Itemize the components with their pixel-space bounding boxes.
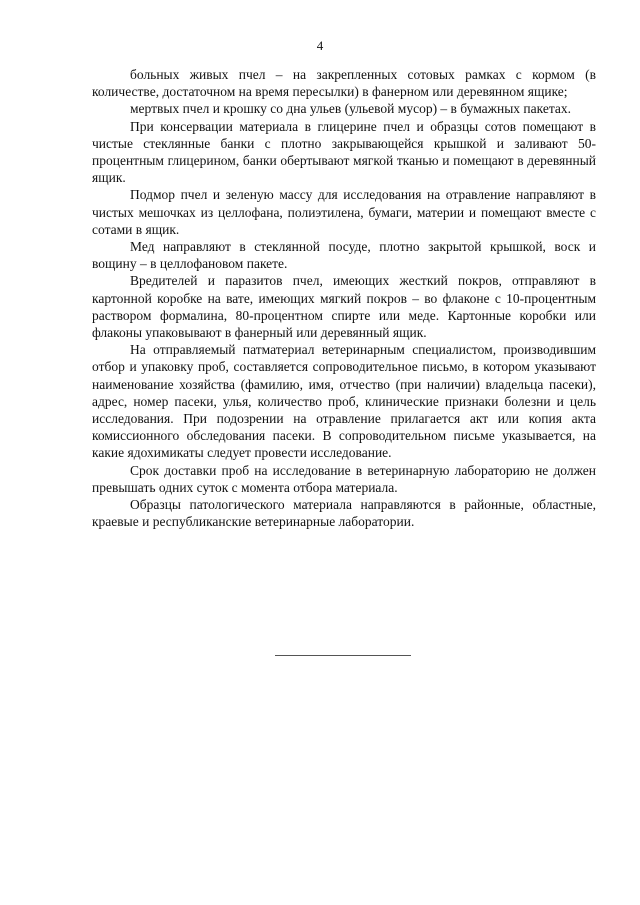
page-number: 4 [316, 38, 324, 53]
paragraph-honey-wax: Мед направляют в стеклянной посуде, плотно закрытой крышкой, воск и вощину – в целлофановом пакете. [92, 239, 596, 272]
paragraph-glycerin-preservation: При консервации материала в глицерине пчел и образцы сотов помещают в чистые стеклянные банки с плотно закрывающейся крышкой и заливают 50-процентным глицерином, банки обертывают мягкой тканью и помещают в деревянный ящик. [92, 118, 596, 186]
paragraph-live-bees: больных живых пчел – на закрепленных сотовых рамках с кормом (в количестве, достаточном на время пересылки) в фанерном или деревянном ящике; [92, 67, 596, 100]
paragraph-pests-parasites: Вредителей и паразитов пчел, имеющих жесткий покров, отправляют в картонной коробке на вате, имеющих мягкий покров – во флаконе с 10-процентным раствором формалина, 80-процентном спирте или меде. Картонные коробки или флаконы упаковывают в фанерный или деревянный ящик. [92, 273, 596, 341]
end-divider-line [275, 655, 411, 656]
document-body [92, 66, 596, 530]
paragraph-laboratories: Образцы патологического материала направляются в районные, областные, краевые и республиканские ветеринарные лаборатории. [92, 497, 596, 530]
paragraph-poisoning-samples: Подмор пчел и зеленую массу для исследования на отравление направляют в чистых мешочках из целлофана, полиэтилена, бумаги, материи и помещают вместе с сотами в ящик. [92, 187, 596, 237]
paragraph-cover-letter: На отправляемый патматериал ветеринарным специалистом, производившим отбор и упаковку проб, составляется сопроводительное письмо, в котором указывают наименование хозяйства (фамилию, имя, отчество (при наличии) владельца пасеки), адрес, номер пасеки, улья, количество проб, клинические признаки болезни и цель исследования. При подозрении на отравление прилагается акт или копия акта комиссионного обследования пасеки. В сопроводительном письме указывается, на какие ядохимикаты следует провести исследование. [92, 342, 596, 461]
paragraph-dead-bees: мертвых пчел и крошку со дна ульев (ульевой мусор) – в бумажных пакетах. [130, 101, 572, 117]
paragraph-delivery-deadline: Срок доставки проб на исследование в ветеринарную лабораторию не должен превышать одних суток с момента отбора материала. [92, 462, 596, 495]
